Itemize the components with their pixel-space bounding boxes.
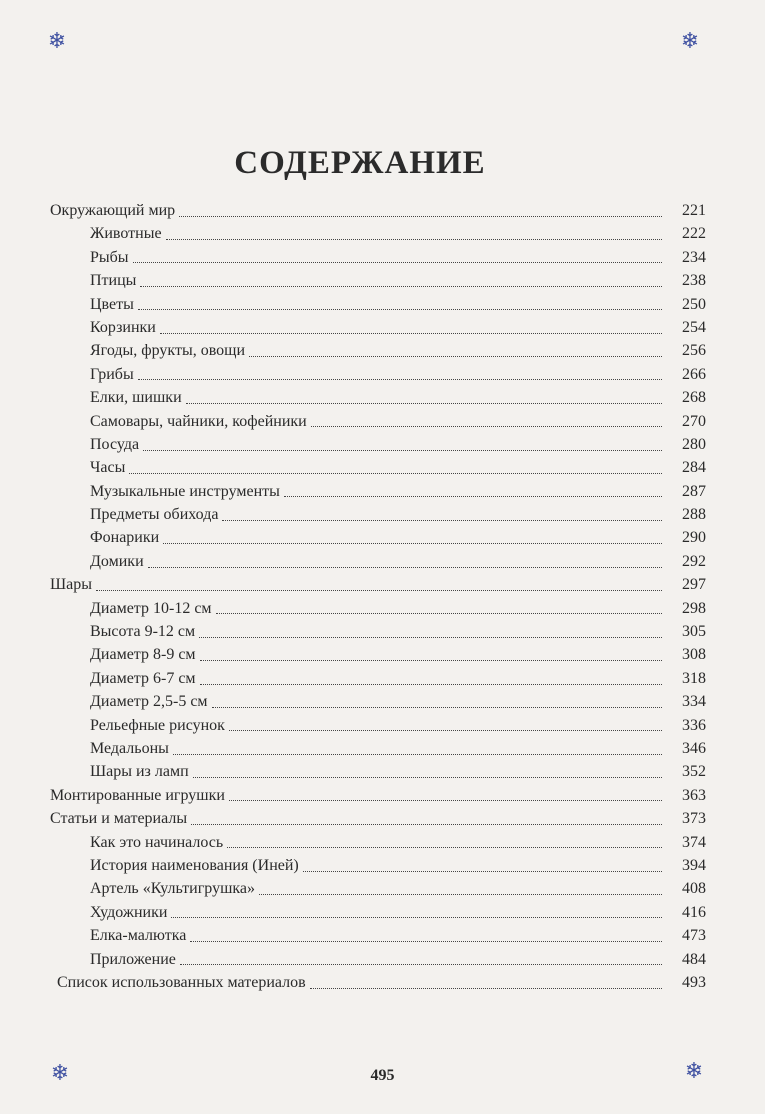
page-number: 495 — [370, 1067, 395, 1084]
toc-entry — [50, 199, 706, 222]
toc-entry-label: Статьи и материалы — [50, 810, 188, 828]
toc-entry-label: Шары — [50, 576, 92, 594]
toc-entry-label: Елка-малютка — [90, 927, 187, 945]
toc-entry-label: Грибы — [90, 365, 134, 383]
toc-entry-label: Медальоны — [90, 739, 169, 757]
toc-entry — [50, 714, 706, 737]
toc-entry-page: 292 — [682, 552, 706, 570]
toc-entry-page: 280 — [682, 435, 706, 453]
toc-entry-page: 290 — [682, 529, 706, 547]
toc-entry-page: 484 — [682, 950, 706, 968]
toc-entry — [50, 293, 706, 316]
dot-leader — [179, 215, 662, 217]
dot-leader — [143, 449, 662, 451]
dot-leader — [138, 308, 662, 310]
dot-leader — [229, 729, 662, 731]
toc-entry-label: Рельефные рисунок — [90, 716, 225, 734]
toc-entry-label: Корзинки — [90, 318, 156, 336]
toc-entry-label: Художники — [90, 903, 168, 921]
toc-entry-page: 270 — [682, 412, 706, 430]
dot-leader — [173, 753, 662, 755]
toc-entry-label: Посуда — [90, 435, 140, 453]
toc-entry — [50, 831, 706, 854]
toc-entry-page: 373 — [682, 810, 706, 828]
dot-leader — [140, 285, 662, 287]
dot-leader — [160, 332, 662, 334]
toc-entry-label: Диаметр 2,5-5 см — [90, 693, 208, 711]
dot-leader — [227, 846, 662, 848]
toc-entry-label: История наименования (Иней) — [90, 856, 299, 874]
snowflake-icon: ❄ — [47, 28, 67, 53]
toc-entry-label: Домики — [90, 552, 144, 570]
dot-leader — [163, 542, 662, 544]
toc-entry-label: Фонарики — [90, 529, 160, 547]
toc-entry — [50, 760, 706, 783]
dot-leader — [180, 963, 662, 965]
toc-entry-page: 346 — [682, 739, 706, 757]
toc-entry-page: 305 — [682, 623, 706, 641]
dot-leader — [138, 378, 662, 380]
toc-entry-label: Самовары, чайники, кофейники — [90, 412, 307, 430]
toc-entry-label: Рыбы — [90, 248, 129, 266]
toc-entry — [50, 550, 706, 573]
toc-entry-page: 221 — [682, 202, 706, 219]
dot-leader — [216, 612, 662, 614]
toc-entry-label: Диаметр 10-12 см — [90, 599, 212, 617]
toc-entry — [50, 246, 706, 269]
dot-leader — [186, 402, 662, 404]
dot-leader — [96, 589, 662, 591]
toc-entry — [50, 573, 706, 596]
toc-entry-page: 318 — [682, 669, 706, 687]
page-title: СОДЕРЖАНИЕ — [234, 145, 486, 181]
dot-leader — [259, 893, 662, 895]
toc-entry-page: 256 — [682, 342, 706, 360]
toc-entry-label: Птицы — [90, 272, 137, 290]
toc-entry-page: 374 — [682, 833, 706, 851]
dot-leader — [200, 683, 662, 685]
snowflake-icon: ❄ — [684, 1058, 704, 1083]
toc-entry-label: Цветы — [90, 295, 134, 313]
toc-entry-label: Монтированные игрушки — [50, 786, 225, 804]
toc-entry-page: 352 — [682, 763, 706, 781]
toc-entry — [50, 924, 706, 947]
dot-leader — [284, 495, 662, 497]
toc-entry — [50, 456, 706, 479]
toc-entry-page: 222 — [682, 225, 706, 243]
toc-entry-label: Предметы обихода — [90, 506, 219, 524]
toc-entry — [50, 433, 706, 456]
toc-entry — [50, 269, 706, 292]
toc-entry-page: 288 — [682, 506, 706, 524]
toc-entry-page: 308 — [682, 646, 706, 664]
dot-leader — [193, 776, 662, 778]
toc-entry-page: 297 — [682, 576, 706, 594]
toc-entry — [50, 901, 706, 924]
toc-entry — [50, 784, 706, 807]
toc-entry-label: Высота 9-12 см — [90, 623, 196, 641]
dot-leader — [133, 261, 662, 263]
dot-leader — [303, 870, 662, 872]
toc-entry — [50, 948, 706, 971]
toc-entry-page: 493 — [682, 973, 706, 991]
toc-entry — [50, 480, 706, 503]
dot-leader — [148, 566, 662, 568]
toc-entry-page: 238 — [682, 272, 706, 290]
dot-leader — [166, 238, 662, 240]
toc-entry — [50, 690, 706, 713]
toc-entry-page: 234 — [682, 248, 706, 266]
dot-leader — [229, 799, 662, 801]
toc-entry-page: 298 — [682, 599, 706, 617]
dot-leader — [171, 916, 662, 918]
toc-entry — [50, 971, 706, 994]
snowflake-icon: ❄ — [50, 1060, 70, 1085]
toc-entry — [50, 316, 706, 339]
toc-entry-label: Часы — [90, 459, 126, 477]
dot-leader — [200, 659, 662, 661]
dot-leader — [222, 519, 662, 521]
toc-entry-label: Артель «Культигрушка» — [90, 880, 256, 898]
toc-entry — [50, 643, 706, 666]
toc-entry-page: 287 — [682, 482, 706, 500]
toc-entry-page: 416 — [682, 903, 706, 921]
toc-entry — [50, 854, 706, 877]
toc-entry-page: 473 — [682, 927, 706, 945]
snowflake-icon: ❄ — [680, 28, 700, 53]
toc-entry — [50, 503, 706, 526]
toc-entry-page: 254 — [682, 318, 706, 336]
toc-entry-label: Диаметр 8-9 см — [90, 646, 196, 664]
toc-entry-label: Елки, шишки — [90, 389, 182, 407]
toc-entry — [50, 807, 706, 830]
toc-entry — [50, 877, 706, 900]
toc-entry-page: 394 — [682, 856, 706, 874]
dot-leader — [310, 987, 662, 989]
toc-entry-page: 284 — [682, 459, 706, 477]
toc-entry-label: Приложение — [90, 950, 176, 968]
dot-leader — [191, 823, 662, 825]
toc-entry — [50, 222, 706, 245]
toc-entry — [50, 597, 706, 620]
toc-entry-page: 250 — [682, 295, 706, 313]
toc-entry-page: 408 — [682, 880, 706, 898]
toc-entry-page: 336 — [682, 716, 706, 734]
dot-leader — [129, 472, 662, 474]
toc-entry — [50, 620, 706, 643]
toc-entry — [50, 526, 706, 549]
toc-entry-label: Шары из ламп — [90, 763, 189, 781]
toc-entry-page: 266 — [682, 365, 706, 383]
toc-entry-label: Музыкальные инструменты — [90, 482, 280, 500]
toc-entry — [50, 737, 706, 760]
toc-entry — [50, 363, 706, 386]
toc-entry — [50, 386, 706, 409]
table-of-contents — [50, 199, 706, 994]
dot-leader — [212, 706, 662, 708]
toc-entry-label: Окружающий мир — [50, 202, 176, 219]
toc-entry-label: Ягоды, фрукты, овощи — [90, 342, 246, 360]
toc-entry — [50, 339, 706, 362]
toc-entry — [50, 667, 706, 690]
toc-entry-label: Как это начиналось — [90, 833, 224, 851]
dot-leader — [199, 636, 662, 638]
toc-entry-page: 268 — [682, 389, 706, 407]
toc-entry-page: 363 — [682, 786, 706, 804]
toc-entry-label: Животные — [90, 225, 162, 243]
toc-entry-label: Список использованных материалов — [57, 973, 306, 991]
dot-leader — [249, 355, 662, 357]
dot-leader — [311, 425, 662, 427]
toc-entry-label: Диаметр 6-7 см — [90, 669, 196, 687]
dot-leader — [190, 940, 662, 942]
toc-entry — [50, 410, 706, 433]
toc-entry-page: 334 — [682, 693, 706, 711]
